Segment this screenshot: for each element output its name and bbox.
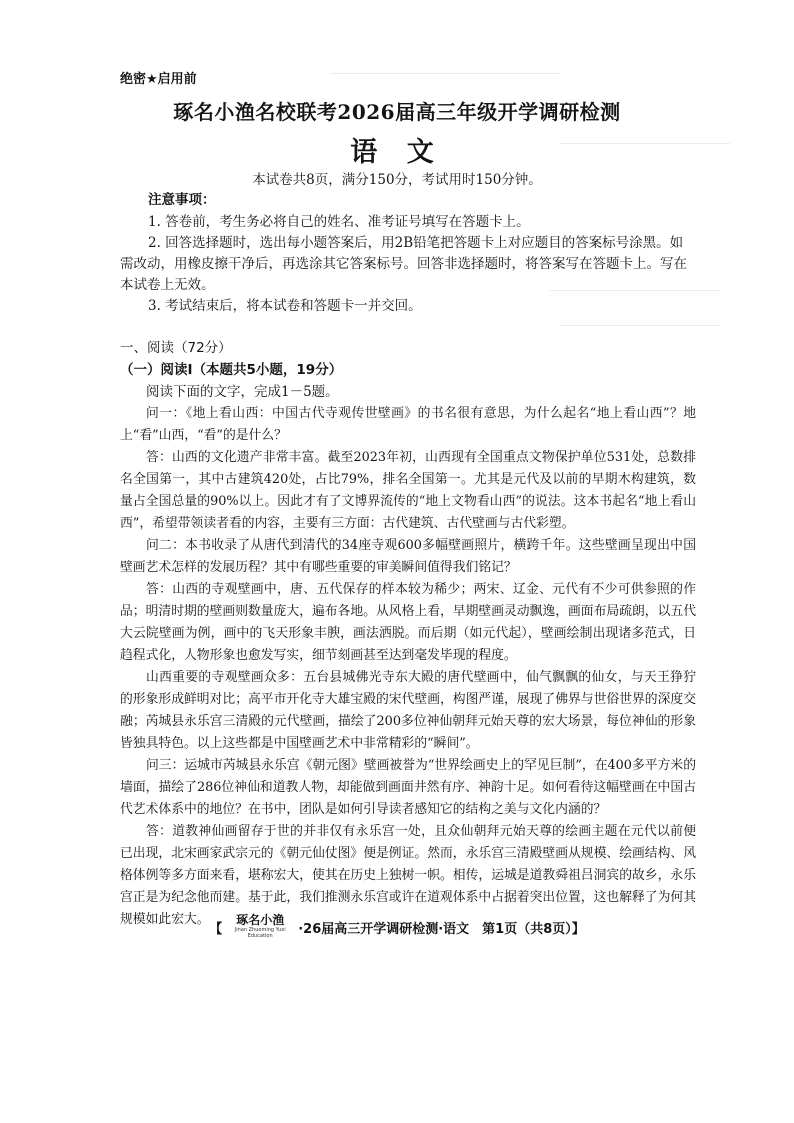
bleed-through-mark bbox=[560, 325, 720, 326]
passage-paragraph: 问一：《地上看山西：中国古代寺观传世壁画》的书名很有意思，为什么起名“地上看山西”？地上“看”山西，“看”的是什么？ bbox=[120, 406, 696, 443]
section-heading: 一、阅读（72分） bbox=[120, 340, 232, 356]
part-heading: （一）阅读Ⅰ（本题共5小题，19分） bbox=[120, 362, 343, 378]
confidential-label: 绝密★启用前 bbox=[120, 72, 197, 87]
passage-paragraph: 答：道教神仙画留存于世的并非仅有永乐宫一处，且众仙朝拜元始天尊的绘画主题在元代以前便已出现，北宋画家武宗元的《朝元仙仗图》便是例证。然而，永乐宫三清殿壁画从规模、绘画结构、风格体例等多方面来看，堪称宏大，使其在历史上独树一帜。相传，运城是道教舜祖吕洞宾的故乡，永乐宫正是为纪念他而建。基于此，我们推测永乐宫或许在道观体系中占据着突出位置，这也解释了为何其规模如此宏大。 bbox=[120, 824, 696, 927]
note-item: 1. 答卷前，考生务必将自己的姓名、准考证号填写在答题卡上。 bbox=[148, 214, 530, 230]
bleed-through-mark bbox=[330, 73, 560, 74]
footer-text: ·26届高三开学调研检测·语文 第1页（共8页） bbox=[298, 922, 572, 937]
reading-instruction: 阅读下面的文字，完成1－5题。 bbox=[146, 384, 339, 400]
subject-title: 语 文 bbox=[350, 137, 444, 168]
footer-bracket-left: 【 bbox=[209, 922, 223, 937]
page-footer bbox=[0, 913, 794, 937]
note-item: 3. 考试结束后，将本试卷和答题卡一并交回。 bbox=[148, 298, 422, 314]
publisher-logo bbox=[225, 913, 295, 939]
logo-text: 琢名小渔 bbox=[236, 913, 285, 927]
notes-block bbox=[120, 190, 696, 317]
exam-title: 琢名小渔名校联考2026届高三年级开学调研检测 bbox=[173, 100, 621, 124]
passage-paragraph: 问二：本书收录了从唐代到清代的34座寺观600多幅壁画照片，横跨千年。这些壁画呈现出中国壁画艺术怎样的发展历程？其中有哪些重要的审美瞬间值得我们铭记？ bbox=[120, 538, 696, 575]
logo-subtext: Jinan Zhuoming Yuxi Education bbox=[234, 927, 286, 939]
note-item: 2. 回答选择题时，选出每小题答案后，用2B铅笔把答题卡上对应题目的答案标号涂黑。如需改动，用橡皮擦干净后，再选涂其它答案标号。回答非选择题时，将答案写在答题卡上。写在本试卷上无效。 bbox=[120, 235, 687, 293]
passage-paragraph: 问三：运城市芮城县永乐宫《朝元图》壁画被誉为“世界绘画史上的罕见巨制”，在400多平方米的墙面，描绘了286位神仙和道教人物，却能做到画面井然有序、神韵十足。如何看待这幅壁画在中国古代艺术体系中的地位？在书中，团队是如何引导读者感知它的结构之美与文化内涵的？ bbox=[120, 758, 696, 817]
passage-paragraph: 答：山西的寺观壁画中，唐、五代保存的样本较为稀少；两宋、辽金、元代有不少可供参照的作品；明清时期的壁画则数量庞大，遍布各地。从风格上看，早期壁画灵动飘逸，画面布局疏朗，以五代大云院壁画为例，画中的飞天形象丰腴，画法洒脱。而后期（如元代起），壁画绘制出现诸多范式，日趋程式化，人物形象也愈发写实，细节刻画甚至达到毫发毕现的程度。 bbox=[120, 582, 696, 663]
passage-paragraph: 山西重要的寺观壁画众多：五台县城佛光寺东大殿的唐代壁画中，仙气飘飘的仙女，与天王狰狞的形象形成鲜明对比；高平市开化寺大雄宝殿的宋代壁画，构图严谨，展现了佛界与世俗世界的深度交融；芮城县永乐宫三清殿的元代壁画，描绘了200多位神仙朝拜元始天尊的宏大场景，每位神仙的形象皆独具特色。以上这些都是中国壁画艺术中非常精彩的“瞬间”。 bbox=[120, 670, 696, 751]
notes-title: 注意事项： bbox=[148, 192, 216, 208]
reading-passage bbox=[120, 403, 696, 931]
footer-bracket-right: 】 bbox=[571, 922, 585, 937]
passage-paragraph: 答：山西的文化遗产非常丰富。截至2023年初，山西现有全国重点文物保护单位531处，总数排名全国第一，其中古建筑420处，占比79%，排名全国第一。尤其是元代及以前的早期木构建筑，数量占全国总量的90%以上。因此才有了文博界流传的“地上文物看山西”的说法。这本书起名“地上看山西”，希望带领读者看的内容，主要有三方面：古代建筑、古代壁画与古代彩塑。 bbox=[120, 450, 696, 531]
exam-intro: 本试卷共8页，满分150分，考试用时150分钟。 bbox=[252, 172, 542, 188]
